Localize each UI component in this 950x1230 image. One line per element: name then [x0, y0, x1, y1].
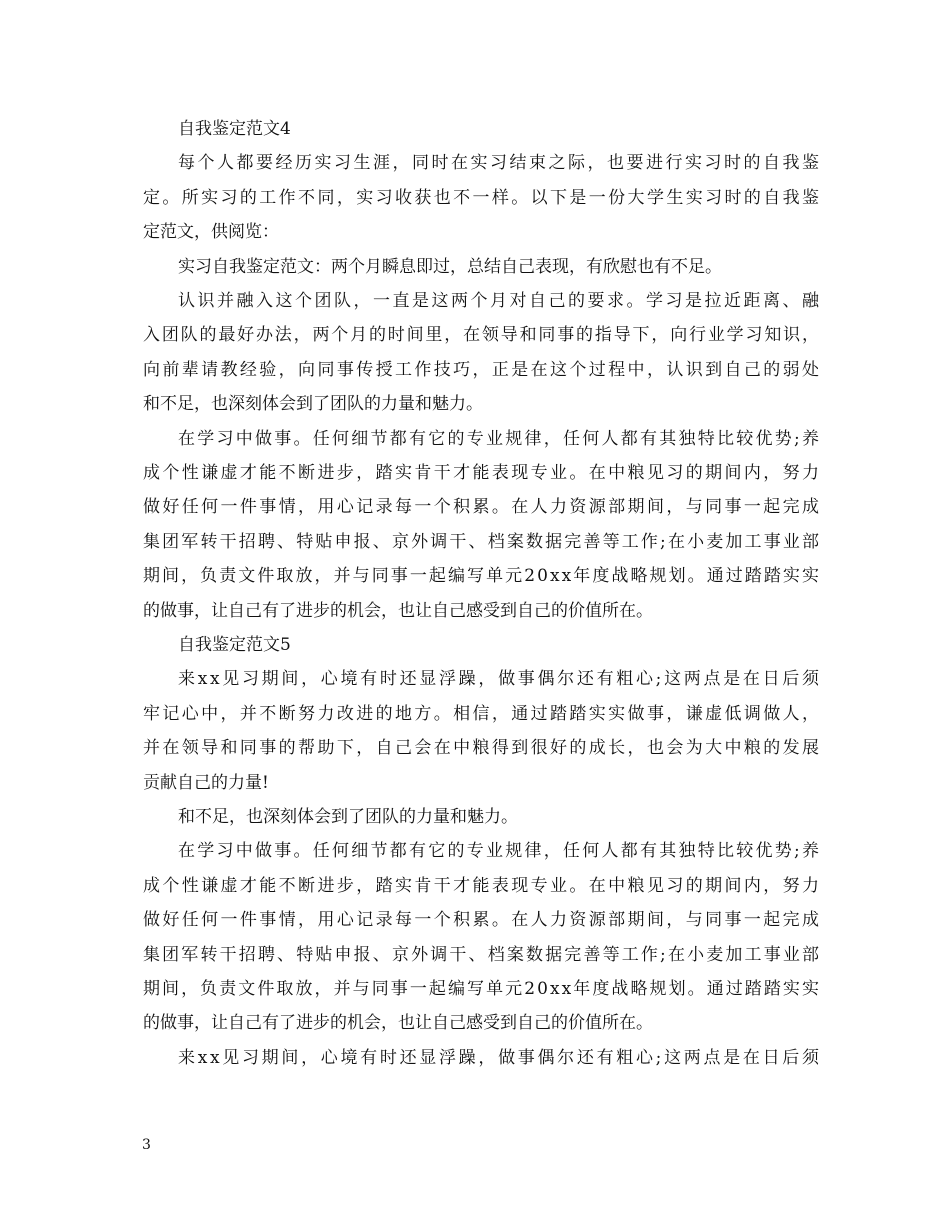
text-line: 期间，负责文件取放，并与同事一起编写单元20xx年度战略规划。通过踏踏实实	[143, 979, 822, 999]
text-line: 做好任何一件事情，用心记录每一个积累。在人力资源部期间，与同事一起完成	[143, 910, 822, 931]
heading-sample-5: 自我鉴定范文5	[178, 635, 291, 655]
text-line: 牢记心中，并不断努力改进的地方。相信，通过踏踏实实做事，谦虚低调做人，	[143, 703, 822, 724]
text-line: 和不足，也深刻体会到了团队的力量和魅力。	[143, 394, 483, 415]
text-line: 的做事，让自己有了进步的机会，也让自己感受到自己的价值所在。	[143, 1013, 653, 1034]
text-line: 入团队的最好办法，两个月的时间里，在领导和同事的指导下，向行业学习知识，	[143, 325, 821, 346]
text-line: 每个人都要经历实习生涯，同时在实习结束之际，也要进行实习时的自我鉴	[178, 153, 822, 174]
heading-sample-4: 自我鉴定范文4	[178, 119, 291, 139]
text-line: 贡献自己的力量!	[143, 772, 269, 793]
page-number: 3	[142, 1137, 151, 1153]
text-line: 集团军转干招聘、特贴申报、京外调干、档案数据完善等工作;在小麦加工事业部	[143, 944, 822, 965]
text-line: 在学习中做事。任何细节都有它的专业规律，任何人都有其独特比较优势;养	[178, 428, 822, 449]
text-line: 集团军转干招聘、特贴申报、京外调干、档案数据完善等工作;在小麦加工事业部	[143, 531, 822, 552]
text-line: 做好任何一件事情，用心记录每一个积累。在人力资源部期间，与同事一起完成	[143, 497, 822, 518]
text-line: 和不足，也深刻体会到了团队的力量和魅力。	[178, 807, 518, 827]
text-line: 期间，负责文件取放，并与同事一起编写单元20xx年度战略规划。通过踏踏实实	[143, 566, 822, 587]
text-line: 在学习中做事。任何细节都有它的专业规律，任何人都有其独特比较优势;养	[178, 841, 822, 862]
text-line: 成个性谦虚才能不断进步，踏实肯干才能表现专业。在中粮见习的期间内，努力	[143, 463, 822, 483]
text-line: 定。所实习的工作不同，实习收获也不一样。以下是一份大学生实习时的自我鉴	[143, 187, 822, 208]
text-line: 来xx见习期间，心境有时还显浮躁，做事偶尔还有粗心;这两点是在日后须	[178, 1047, 822, 1068]
text-line: 的做事，让自己有了进步的机会，也让自己感受到自己的价值所在。	[143, 600, 653, 621]
text-line: 向前辈请教经验，向同事传授工作技巧，正是在这个过程中，认识到自己的弱处	[143, 359, 822, 380]
text-line: 并在领导和同事的帮助下，自己会在中粮得到很好的成长，也会为大中粮的发展	[143, 738, 822, 759]
text-line: 实习自我鉴定范文：两个月瞬息即过，总结自己表现，有欣慰也有不足。	[178, 256, 722, 277]
text-line: 认识并融入这个团队，一直是这两个月对自己的要求。学习是拉近距离、融	[178, 291, 822, 311]
text-line: 定范文，供阅览：	[143, 222, 279, 243]
text-line: 来xx见习期间，心境有时还显浮躁，做事偶尔还有粗心;这两点是在日后须	[178, 669, 822, 690]
text-line: 成个性谦虚才能不断进步，踏实肯干才能表现专业。在中粮见习的期间内，努力	[143, 875, 822, 896]
